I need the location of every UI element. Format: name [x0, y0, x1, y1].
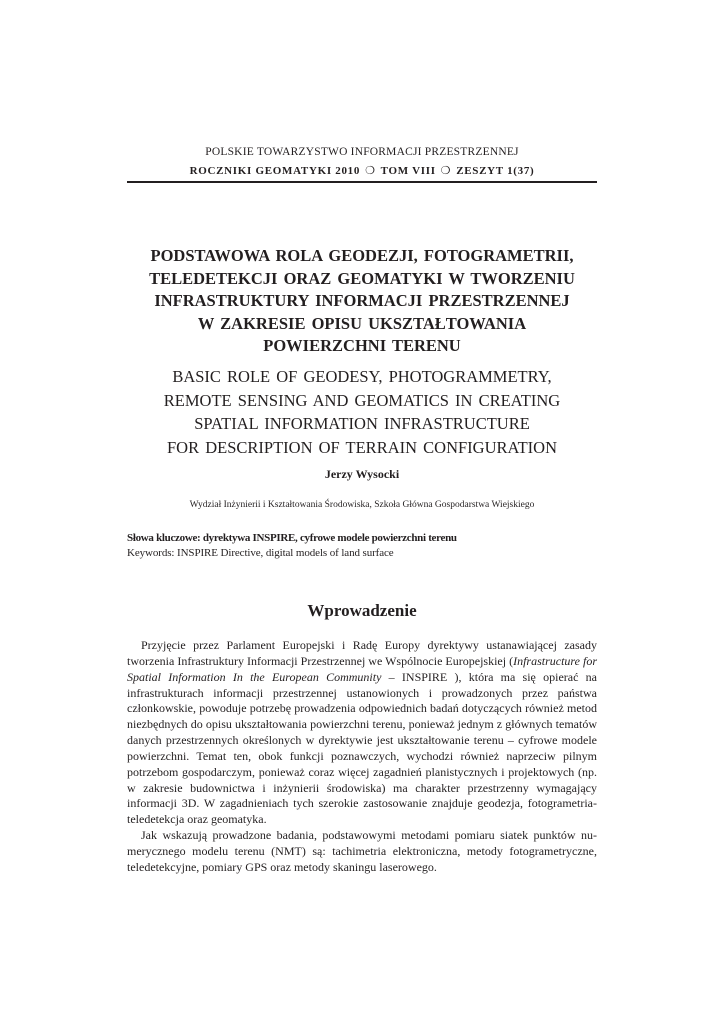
ring-separator-icon: ❍ [365, 165, 376, 177]
title-english-line: BASIC ROLE OF GEODESY, PHOTOGRAMMETRY, [172, 367, 552, 386]
title-english-line: FOR DESCRIPTION OF TERRAIN CONFIGURATION [167, 437, 557, 457]
title-polish-line: INFRASTRUKTURY INFORMACJI PRZESTRZENNEJ [154, 291, 570, 310]
paragraph-italic-text: Infrastructure for Spatial Information In the European Community [127, 653, 597, 684]
keywords-polish: Słowa kluczowe: dyrektywa INSPIRE, cyfrowe modele powierzchni terenu [127, 532, 457, 544]
header-divider [127, 181, 597, 183]
paragraph [127, 638, 597, 828]
volume-label: TOM VIII [380, 165, 436, 177]
title-english-line: REMOTE SENSING AND GEOMATICS IN CREATING [163, 390, 561, 410]
title-english-line: SPATIAL INFORMATION INFRASTRUCTURE [194, 414, 530, 433]
paragraph: Jak wskazują prowadzone badania, podstawowymi metodami pomiaru siatek punktów numerycznego modelu terenu (NMT) są: tachimetria elektroniczna, metody fotogrametryczne, teledetekcyjne, pomiary GPS oraz metody skaningu laserowego. [127, 828, 597, 874]
section-heading: Wprowadzenie [307, 601, 417, 620]
title-polish-line: PODSTAWOWA ROLA GEODEZJI, FOTOGRAMETRII, [150, 246, 574, 265]
title-english [102, 365, 622, 459]
ring-separator-icon: ❍ [440, 165, 452, 177]
journal-info [0, 164, 724, 177]
keywords-english: Keywords: INSPIRE Directive, digital models of land surface [127, 547, 394, 559]
issue-label: ZESZYT 1(37) [456, 165, 535, 177]
body-text [127, 638, 597, 876]
author-name: Jerzy Wysocki [324, 467, 400, 481]
author-affiliation: Wydział Inżynierii i Kształtowania Środowiska, Szkoła Główna Gospodarstwa Wiejskiego [189, 500, 535, 510]
paragraph-text: Przyjęcie przez Parlament Europejski i Radę Europy dyrektywy ustanawiającej zasady tworzenia Infrastruktury Informacji Przestrzennej we Wspólnocie Europejskiej ( [127, 638, 597, 668]
journal-name: ROCZNIKI GEOMATYKI 2010 [189, 165, 361, 177]
title-polish-line: POWIERZCHNI TERENU [263, 336, 461, 355]
title-polish-line: W ZAKRESIE OPISU UKSZTAŁTOWANIA [197, 313, 527, 333]
title-polish [112, 245, 612, 358]
title-polish-line: TELEDETEKCJI ORAZ GEOMATYKI W TWORZENIU [149, 268, 575, 288]
society-name: POLSKIE TOWARZYSTWO INFORMACJI PRZESTRZENNEJ [205, 146, 519, 158]
paragraph-text: – INSPIRE ), która ma się opierać na infrastrukturach informacji przestrzennej ustanowionych i prowadzonych przez państwa członkowskie, powoduje potrzebę prowadzenia odpowiednich badań dotyczących również metod niezbędnych do opisu ukształtowania powierzchni terenu, ponieważ jednym z głównych tematów danych przestrzennych określonych w dyrektywie jest ukształtowanie terenu – cyfrowe modele powierzchni. Temat ten, obok funkcji poznawczych, wychodzi również naprzeciw pilnym potrzebom gospodarczym, ponieważ coraz więcej zagadnień planistycznych i projektowych (np. w zakresie budownictwa i inżynierii środowiska) ma charakter przestrzenny wymagający informacji 3D. W zagadnieniach tych szerokie zastosowanie znajduje geodezja, fotogrametria-teledetekcja oraz geomatyka. [127, 669, 598, 827]
